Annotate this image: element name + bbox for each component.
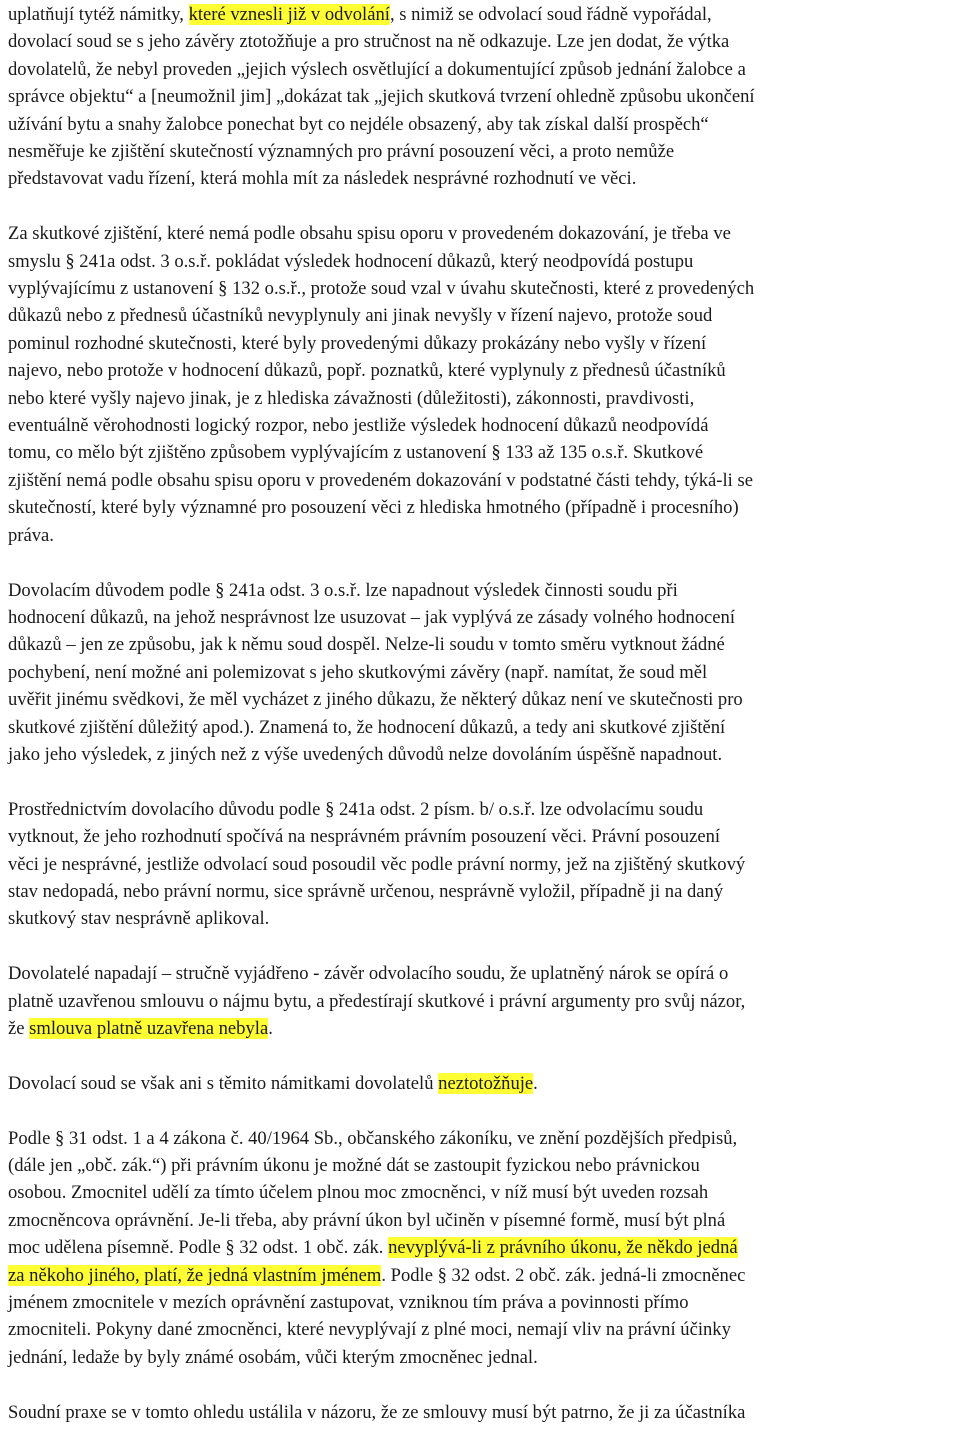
text-line bbox=[8, 631, 956, 658]
text-segment: práva. bbox=[8, 524, 54, 546]
text-line bbox=[8, 330, 956, 357]
text-line bbox=[8, 412, 956, 439]
text-line bbox=[8, 960, 956, 987]
text-line bbox=[8, 302, 956, 329]
text-segment: vytknout, že jeho rozhodnutí spočívá na nesprávném právním posouzení věci. Právní posouzení bbox=[8, 826, 721, 848]
text-segment: zmocniteli. Pokyny dané zmocněnci, které nevyplývají z plné moci, nemají vliv na právní účinky bbox=[8, 1319, 731, 1341]
text-segment: (dále jen „obč. zák.“) při právním úkonu je možné dát se zastoupit fyzickou nebo právnickou bbox=[8, 1154, 700, 1176]
text-line bbox=[8, 851, 956, 878]
text-line bbox=[8, 1316, 956, 1343]
text-segment: zmocněncova oprávnění. Je-li třeba, aby právní úkon byl učiněn v písemné formě, musí být plná bbox=[8, 1209, 726, 1231]
text-segment: uplatňují tytéž námitky, bbox=[8, 4, 189, 25]
text-line bbox=[8, 439, 956, 466]
paragraph bbox=[8, 220, 956, 549]
text-line bbox=[8, 494, 956, 521]
text-line bbox=[8, 604, 956, 631]
highlighted-text: nevyplývá-li z právního úkonu, že někdo jedná bbox=[388, 1237, 738, 1259]
text-line bbox=[8, 577, 956, 604]
text-line bbox=[8, 467, 956, 494]
text-line bbox=[8, 1207, 956, 1234]
highlighted-text: neztotožňuje bbox=[438, 1072, 534, 1094]
text-line bbox=[8, 56, 956, 83]
text-segment: hodnocení důkazů, na jehož nesprávnost lze usuzovat – jak vyplývá ze zásady volného hodnocení bbox=[8, 606, 735, 628]
text-segment: tomu, co mělo být zjištěno způsobem vyplývajícím z ustanovení § 133 až 135 o.s.ř. Skutkové bbox=[8, 442, 704, 464]
text-line bbox=[8, 1125, 956, 1152]
text-line bbox=[8, 686, 956, 713]
paragraph bbox=[8, 1070, 956, 1097]
text-line bbox=[8, 1234, 956, 1261]
text-segment: jednání, ledaže by byly známé osobám, vůči kterým zmocněnec jednal. bbox=[8, 1346, 538, 1368]
highlighted-text: za někoho jiného, platí, že jedná vlastním jménem bbox=[8, 1264, 382, 1286]
text-segment: Za skutkové zjištění, které nemá podle obsahu spisu oporu v provedeném dokazování, je třeba ve bbox=[8, 223, 731, 245]
text-segment: užívání bytu a snahy žalobce ponechat byt co nejdéle obsazený, aby tak získal další prospěch“ bbox=[8, 113, 709, 135]
text-segment: důkazů – jen ze způsobu, jak k němu soud dospěl. Nelze-li soudu v tomto směru vytknout žádné bbox=[8, 634, 725, 656]
text-line bbox=[8, 83, 956, 110]
text-segment: uvěřit jinému svědkovi, že měl vycházet z jiného důkazu, že některý důkaz není ve skutečnosti pro bbox=[8, 689, 743, 711]
text-segment: platně uzavřenou smlouvu o nájmu bytu, a předestírají skutkové i právní argumenty pro svůj názor, bbox=[8, 990, 746, 1012]
text-line bbox=[8, 165, 956, 192]
text-line bbox=[8, 741, 956, 768]
text-segment: nesměřuje ke zjištění skutečností významných pro právní posouzení věci, a proto nemůže bbox=[8, 141, 675, 163]
paragraph bbox=[8, 577, 956, 769]
paragraph bbox=[8, 1125, 956, 1372]
paragraph bbox=[8, 1, 956, 193]
text-segment: . Podle § 32 odst. 2 obč. zák. jedná-li zmocněnec bbox=[381, 1264, 746, 1286]
text-segment: dovolatelů, že nebyl proveden „jejich výslech osvětlující a dokumentující způsob jednání žalobce a bbox=[8, 58, 746, 80]
text-segment: zjištění nemá podle obsahu spisu oporu v provedeném dokazování v podstatné části tehdy, týká-li se bbox=[8, 469, 753, 491]
text-line bbox=[8, 28, 956, 55]
text-line bbox=[8, 275, 956, 302]
text-line bbox=[8, 1179, 956, 1206]
text-segment: . bbox=[268, 1017, 273, 1039]
document-page bbox=[8, 1, 956, 1453]
text-segment: Dovolací soud se však ani s těmito námitkami dovolatelů bbox=[8, 1072, 439, 1094]
text-segment: skutkový stav nesprávně aplikoval. bbox=[8, 908, 270, 930]
text-segment: stav nedopadá, nebo právní normu, sice správně určenou, nesprávně vyložil, případně ji na daný bbox=[8, 880, 724, 902]
text-line bbox=[8, 714, 956, 741]
text-segment: věci je nesprávné, jestliže odvolací soud posoudil věc podle právní normy, jež na zjištěný skutkový bbox=[8, 853, 746, 875]
text-segment: že bbox=[8, 1017, 30, 1039]
text-line bbox=[8, 796, 956, 823]
text-segment: moc udělena písemně. Podle § 32 odst. 1 obč. zák. bbox=[8, 1237, 389, 1259]
text-line bbox=[8, 659, 956, 686]
text-line bbox=[8, 1344, 956, 1371]
text-line bbox=[8, 1070, 956, 1097]
highlighted-text: smlouva platně uzavřena nebyla bbox=[29, 1017, 269, 1039]
paragraph bbox=[8, 960, 956, 1042]
text-segment: najevo, nebo protože v hodnocení důkazů, popř. poznatků, které vyplynuly z přednesů účastníků bbox=[8, 360, 726, 382]
text-segment: Dovolatelé napadají – stručně vyjádřeno - závěr odvolacího soudu, že uplatněný nárok se opírá o bbox=[8, 963, 729, 985]
highlighted-text: které vznesli již v odvolání bbox=[188, 4, 390, 25]
text-segment: vyplývajícímu z ustanovení § 132 o.s.ř., protože soud vzal v úvahu skutečnosti, které z provedených bbox=[8, 278, 755, 300]
text-segment: . bbox=[533, 1072, 538, 1094]
text-segment: Dovolacím důvodem podle § 241a odst. 3 o.s.ř. lze napadnout výsledek činnosti soudu při bbox=[8, 579, 678, 601]
text-line bbox=[8, 522, 956, 549]
text-segment: nebo které vyšly najevo jinak, je z hlediska závažnosti (důležitosti), zákonnosti, pravdivosti, bbox=[8, 387, 695, 409]
text-segment: eventuálně věrohodnosti logický rozpor, nebo jestliže výsledek hodnocení důkazů neodpovídá bbox=[8, 415, 709, 437]
text-line bbox=[8, 1, 956, 28]
text-line bbox=[8, 1262, 956, 1289]
text-line bbox=[8, 385, 956, 412]
text-line bbox=[8, 1015, 956, 1042]
text-segment: správce objektu“ a [neumožnil jim] „dokázat tak „jejich skutková tvrzení ohledně způsobu ukončení bbox=[8, 86, 755, 108]
text-line bbox=[8, 878, 956, 905]
text-segment: představovat vadu řízení, která mohla mít za následek nesprávné rozhodnutí ve věci. bbox=[8, 168, 637, 190]
text-segment: Prostřednictvím dovolacího důvodu podle § 241a odst. 2 písm. b/ o.s.ř. lze odvolacímu soudu bbox=[8, 798, 704, 820]
paragraph bbox=[8, 796, 956, 933]
text-line bbox=[8, 248, 956, 275]
text-line bbox=[8, 138, 956, 165]
text-line bbox=[8, 111, 956, 138]
text-segment: pominul rozhodné skutečnosti, které byly provedenými důkazy prokázány nebo vyšly v řízení bbox=[8, 332, 707, 354]
text-segment: důkazů nebo z přednesů účastníků nevyplynuly ani jinak nevyšly v řízení najevo, protože soud bbox=[8, 305, 713, 327]
text-segment: dovolací soud se s jeho závěry ztotožňuje a pro stručnost na ně odkazuje. Lze jen dodat, že výtka bbox=[8, 31, 730, 53]
text-segment: jako jeho výsledek, z jiných než z výše uvedených důvodů nelze dovoláním úspěšně napadnout. bbox=[8, 743, 723, 765]
text-segment: smyslu § 241a odst. 3 o.s.ř. pokládat výsledek hodnocení důkazů, který neodpovídá postupu bbox=[8, 250, 694, 272]
text-line bbox=[8, 1152, 956, 1179]
text-segment: Soudní praxe se v tomto ohledu ustálila v názoru, že ze smlouvy musí být patrno, že ji za účastníka bbox=[8, 1401, 746, 1423]
text-line bbox=[8, 823, 956, 850]
text-line bbox=[8, 905, 956, 932]
paragraph bbox=[8, 1399, 956, 1426]
text-line bbox=[8, 357, 956, 384]
text-line bbox=[8, 1399, 956, 1426]
text-line bbox=[8, 1289, 956, 1316]
text-segment: osobou. Zmocnitel udělí za tímto účelem plnou moc zmocněnci, v níž musí být uveden rozsah bbox=[8, 1182, 709, 1204]
text-line bbox=[8, 220, 956, 247]
text-segment: Podle § 31 odst. 1 a 4 zákona č. 40/1964 Sb., občanského zákoníku, ve znění pozdějších předpisů, bbox=[8, 1127, 738, 1149]
text-segment: skutkové zjištění důležitý apod.). Znamená to, že hodnocení důkazů, a tedy ani skutkové zjištění bbox=[8, 716, 726, 738]
text-segment: skutečností, které byly významné pro posouzení věci z hlediska hmotného (případně i procesního) bbox=[8, 497, 739, 519]
text-segment: pochybení, není možné ani polemizovat s jeho skutkovými závěry (např. namítat, že soud měl bbox=[8, 661, 708, 683]
text-segment: jménem zmocnitele v mezích oprávnění zastupovat, vzniknou tím práva a povinnosti přímo bbox=[8, 1292, 689, 1313]
text-segment: , s nimiž se odvolací soud řádně vypořádal, bbox=[389, 4, 712, 25]
text-line bbox=[8, 988, 956, 1015]
